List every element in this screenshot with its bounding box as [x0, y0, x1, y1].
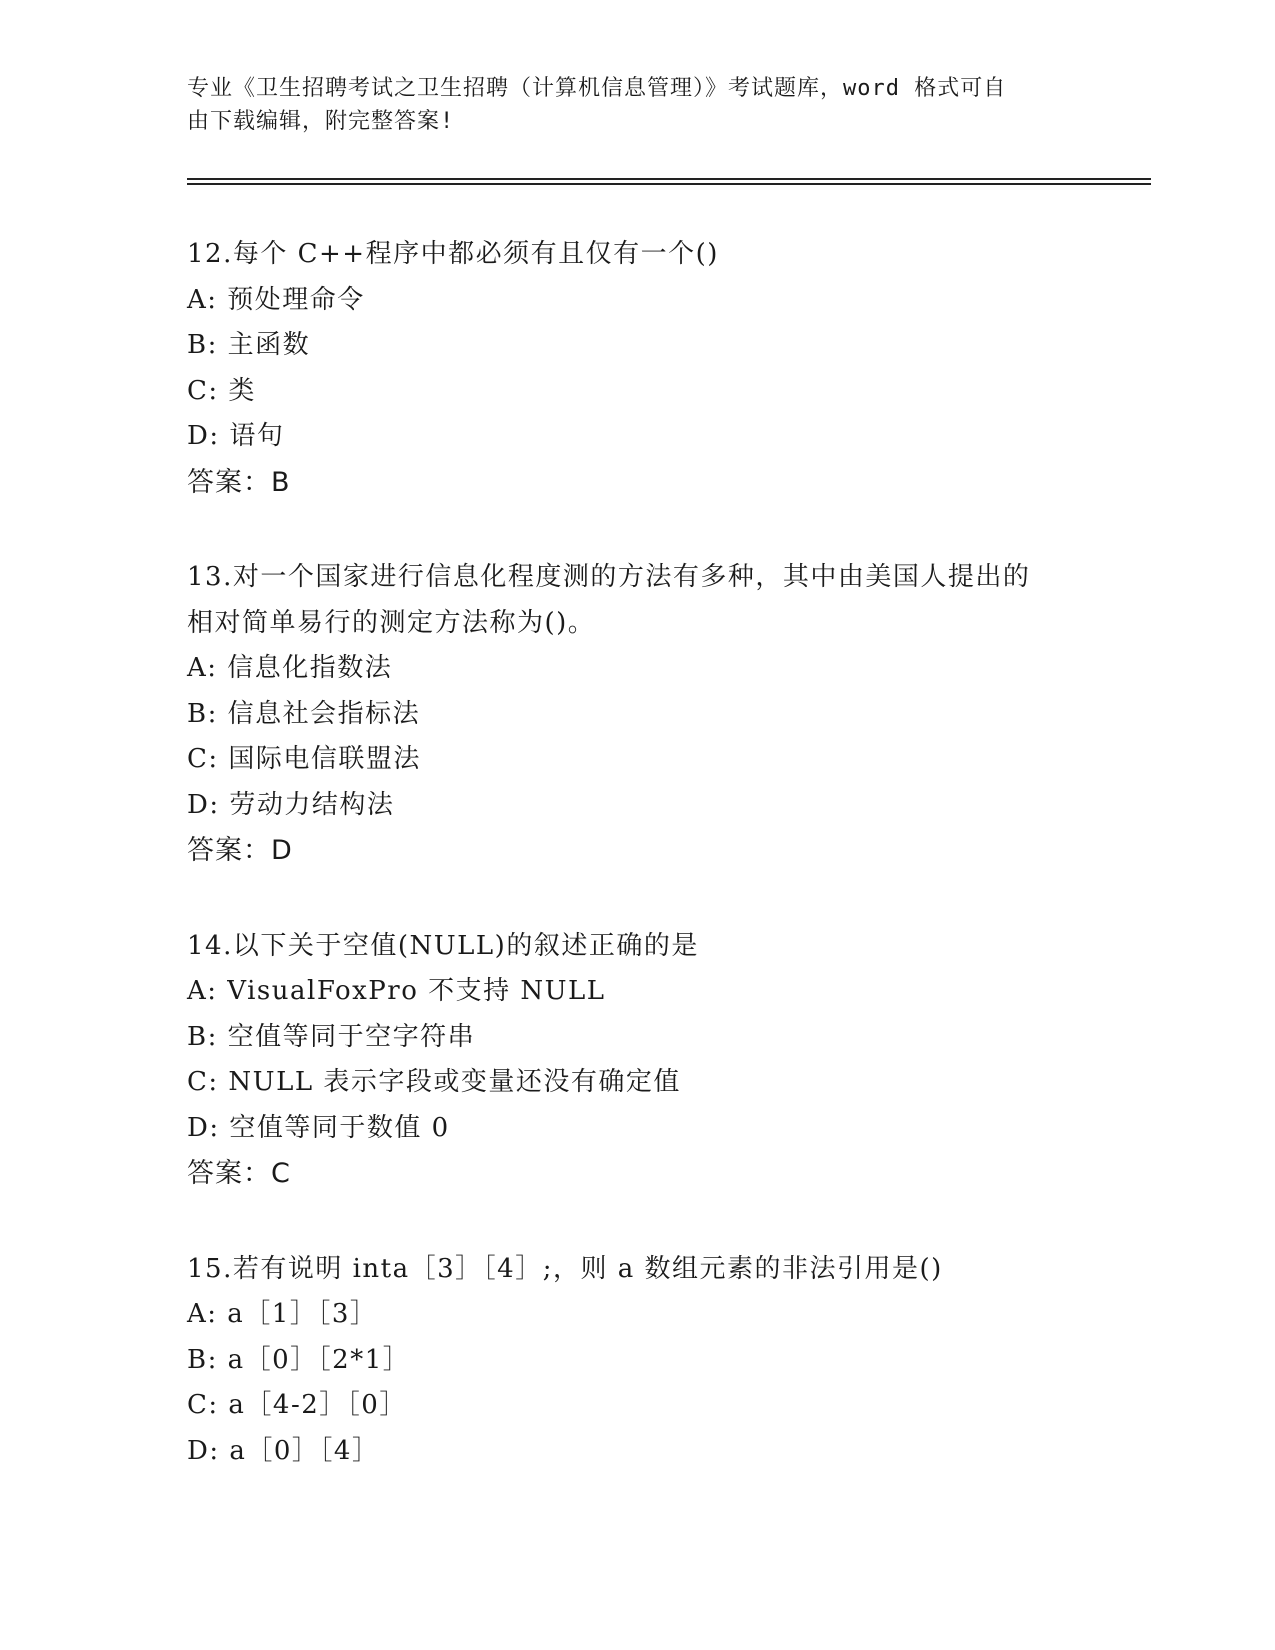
option-c: C: 类 [187, 375, 256, 406]
header-divider-top [187, 178, 1151, 180]
question-14 [187, 924, 1107, 1197]
question-stem: 15.若有说明 inta［3］［4］;，则 a 数组元素的非法引用是() [187, 1253, 943, 1284]
question-15 [187, 1247, 1107, 1475]
question-12 [187, 232, 1107, 505]
header-line-2: 由下载编辑，附完整答案! [187, 109, 455, 134]
option-d: D: 劳动力结构法 [187, 789, 395, 820]
option-a: A: 信息化指数法 [187, 653, 393, 683]
option-c: C: 国际电信联盟法 [187, 744, 421, 774]
option-b: B: 主函数 [187, 330, 311, 360]
option-b: B: 信息社会指标法 [187, 698, 421, 729]
option-c: C: NULL 表示字段或变量还没有确定值 [187, 1067, 681, 1097]
answer-line: 答案：B [187, 466, 291, 498]
question-stem-continued: 相对简单易行的测定方法称为()。 [187, 607, 596, 638]
option-a: A: 预处理命令 [187, 284, 365, 315]
question-list [187, 232, 1107, 1474]
question-13 [187, 555, 1107, 874]
option-d: D: a［0］［4］ [187, 1435, 380, 1466]
option-b: B: 空值等同于空字符串 [187, 1021, 476, 1052]
option-c: C: a［4-2］［0］ [187, 1390, 407, 1420]
header-line-1: 专业《卫生招聘考试之卫生招聘（计算机信息管理）》考试题库，word 格式可自 [187, 76, 1007, 101]
answer-line: 答案：C [187, 1158, 291, 1189]
question-stem: 13.对一个国家进行信息化程度测的方法有多种，其中由美国人提出的 [187, 562, 1031, 592]
option-d: D: 语句 [187, 421, 285, 451]
option-a: A: a［1］［3］ [187, 1299, 378, 1329]
option-b: B: a［0］［2*1］ [187, 1344, 411, 1375]
question-stem: 12.每个 C++程序中都必须有且仅有一个() [187, 239, 719, 269]
header-divider-bottom [187, 183, 1151, 185]
answer-line: 答案：D [187, 835, 293, 866]
document-header [187, 72, 1067, 138]
option-a: A: VisualFoxPro 不支持 NULL [187, 976, 606, 1006]
question-stem: 14.以下关于空值(NULL)的叙述正确的是 [187, 930, 699, 961]
option-d: D: 空值等同于数值 0 [187, 1112, 450, 1143]
